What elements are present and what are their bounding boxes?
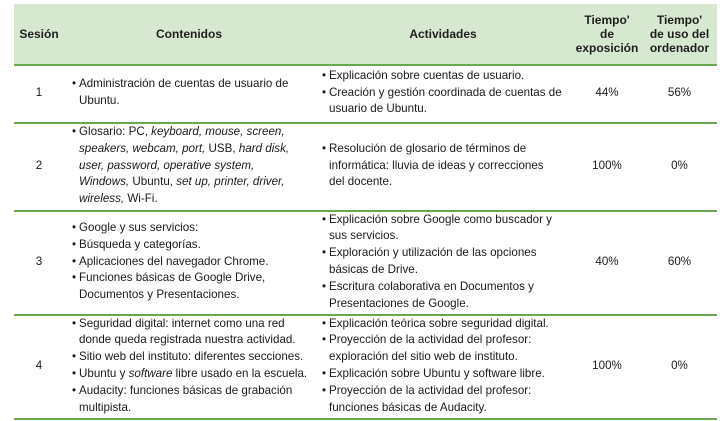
- header-contenidos: Contenidos: [156, 27, 222, 41]
- contents-cell: [72, 122, 304, 210]
- list-item: • Administración de cuentas de usuario de Ubuntu.: [72, 76, 312, 110]
- computer-time: 0%: [671, 158, 688, 172]
- exposure-time: 100%: [592, 358, 622, 372]
- activities-cell: [322, 314, 566, 418]
- exposure-time: 44%: [595, 85, 619, 99]
- contents-cell: [72, 64, 312, 122]
- list-item: • Proyección de la actividad del profesor: funciones básicas de Audacity.: [322, 383, 566, 417]
- list-item: • Resolución de glosario de términos de informática: lluvia de ideas y correcciones del docente.: [322, 141, 562, 191]
- activities-cell: [322, 64, 566, 122]
- list-item: • Audacity: funciones básicas de grabación multipista.: [72, 383, 316, 417]
- computer-time: 0%: [671, 358, 688, 372]
- contents-cell: [72, 210, 312, 314]
- session-number: 2: [35, 158, 43, 172]
- activities-cell: [322, 122, 562, 210]
- list-item: • Ubuntu y software libre usado en la escuela.: [72, 366, 316, 383]
- list-item: • Explicación teórica sobre seguridad digital.: [322, 316, 566, 333]
- header-tiempo-exposicion: Tiempo' de exposición: [575, 13, 639, 55]
- list-item: • Explicación sobre Ubuntu y software libre.: [322, 366, 566, 383]
- list-item: • Explicación sobre cuentas de usuario.: [322, 68, 566, 85]
- list-item: • Proyección de la actividad del profesor: exploración del sitio web de instituto.: [322, 332, 566, 366]
- list-item: • Google y sus servicios:: [72, 220, 312, 237]
- list-item: • Funciones básicas de Google Drive, Documentos y Presentaciones.: [72, 270, 312, 304]
- session-number: 1: [35, 85, 43, 99]
- table-row: [14, 210, 717, 316]
- table-row: [14, 64, 717, 124]
- list-item: • Sitio web del instituto: diferentes secciones.: [72, 349, 316, 366]
- list-item: • Exploración y utilización de las opciones básicas de Drive.: [322, 245, 562, 279]
- list-item: • Creación y gestión coordinada de cuentas de usuario de Ubuntu.: [322, 85, 566, 119]
- list-item: • Explicación sobre Google como buscador y sus servicios.: [322, 212, 562, 246]
- header-sesion: Sesión: [19, 27, 59, 41]
- session-number: 3: [35, 254, 43, 268]
- list-item: • Búsqueda y categorías.: [72, 237, 312, 254]
- glossary-item: • Glosario: PC, keyboard, mouse, screen, speakers, webcam, port, USB, hard disk, user, password, operative system, Windows, Ubuntu, set up, printer, driver, wireless, Wi-Fi.: [72, 124, 304, 208]
- computer-time: 56%: [667, 85, 692, 99]
- session-number: 4: [35, 358, 43, 372]
- header-actividades: Actividades: [409, 27, 477, 41]
- header-tiempo-ordenador: Tiempo' de uso del ordenador: [649, 13, 710, 55]
- table-header: [14, 4, 717, 66]
- activities-cell: [322, 210, 562, 314]
- list-item: • Seguridad digital: internet como una red donde queda registrada nuestra actividad.: [72, 316, 316, 350]
- contents-cell: [72, 314, 316, 418]
- list-item: • Escritura colaborativa en Documentos y Presentaciones de Google.: [322, 279, 562, 313]
- table-row: [14, 122, 717, 212]
- exposure-time: 100%: [592, 158, 622, 172]
- exposure-time: 40%: [595, 254, 619, 268]
- table-row: [14, 314, 717, 420]
- computer-time: 60%: [667, 254, 692, 268]
- list-item: • Aplicaciones del navegador Chrome.: [72, 254, 312, 271]
